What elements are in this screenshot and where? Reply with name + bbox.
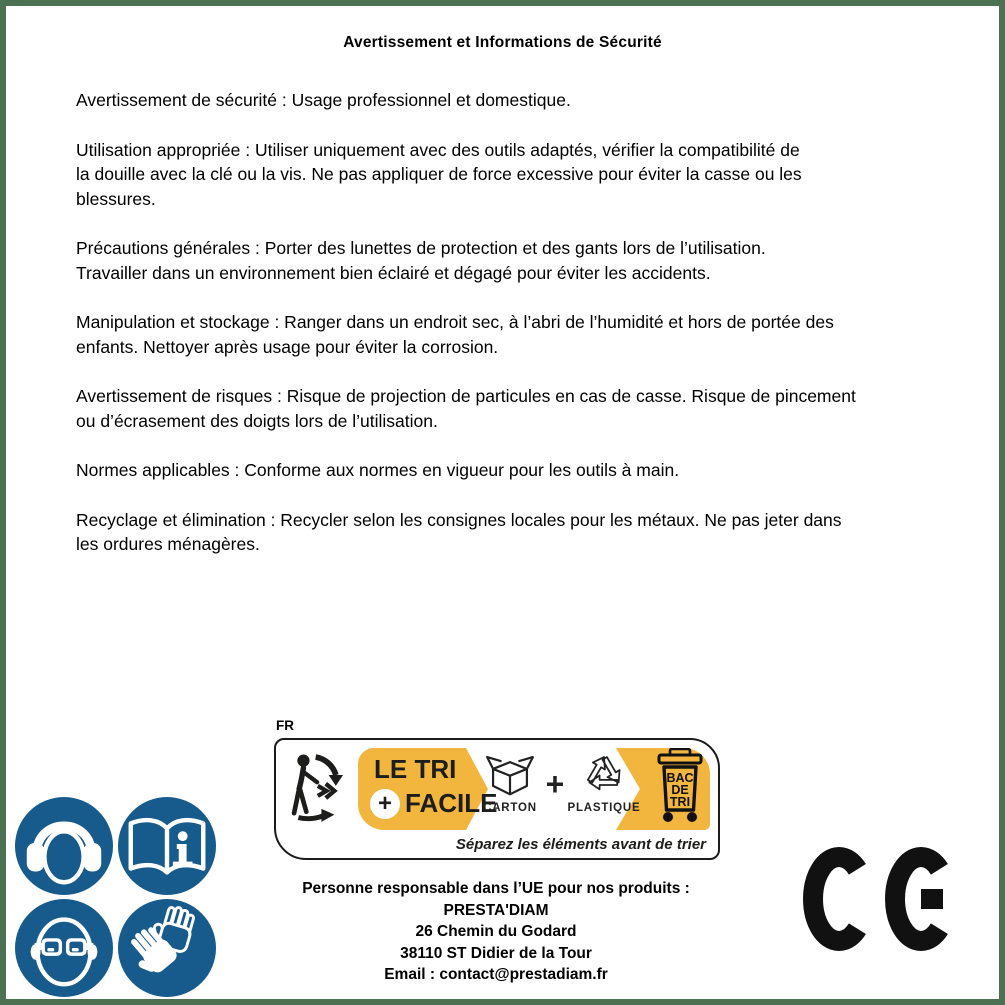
country-code-label: FR <box>276 718 294 733</box>
triman-recycling-label <box>274 738 720 860</box>
svg-text:BAC: BAC <box>666 771 694 785</box>
carton-box-icon <box>481 752 539 796</box>
paragraph-general-precautions: Précautions générales : Porter des lunettes de protection et des gants lors de l’utilisation. Travailler dans un environnement bien éclairé et dégagé pour éviter les accidents. <box>76 238 766 283</box>
sorting-bin-icon <box>654 748 706 826</box>
carton-material <box>476 752 544 814</box>
plus-circle: + <box>370 789 400 819</box>
paragraph-recycling: Recyclage et élimination : Recycler selon les consignes locales pour les métaux. Ne pas jeter dans les ordures ménagères. <box>76 509 842 554</box>
svg-text:TRI: TRI <box>669 795 691 809</box>
eye-protection-icon <box>15 899 113 997</box>
company-name: PRESTA'DIAM <box>443 901 549 919</box>
paragraph-appropriate-use: Utilisation appropriée : Utiliser uniquement avec des outils adaptés, vérifier la compatibilité de la douille avec la clé ou la vis. Ne pas appliquer de force excessive pour éviter la casse ou les blessures. <box>76 139 802 209</box>
plastique-label: PLASTIQUE <box>567 802 641 814</box>
responsible-intro: Personne responsable dans l’UE pour nos produits : <box>302 880 690 897</box>
address-street: 26 Chemin du Godard <box>415 923 577 940</box>
plastique-material <box>566 752 642 814</box>
carton-label: CARTON <box>483 802 537 814</box>
protective-gloves-icon <box>118 899 216 997</box>
ear-protection-icon <box>15 797 113 895</box>
plus-separator: + <box>545 766 565 802</box>
eu-responsible-person-block <box>246 878 746 986</box>
address-city: 38110 ST Didier de la Tour <box>400 944 592 962</box>
ce-mark-icon <box>801 846 951 952</box>
svg-text:DE: DE <box>671 783 689 797</box>
read-manual-icon <box>118 797 216 895</box>
separate-elements-note: Séparez les éléments avant de trier <box>455 836 706 853</box>
recycling-triangle-icon <box>581 752 627 796</box>
page-title: Avertissement et Informations de Sécurité <box>343 34 662 51</box>
paragraph-handling-storage: Manipulation et stockage : Ranger dans un endroit sec, à l’abri de l’humidité et hors de portée des enfants. Nettoyer après usage pour éviter la corrosion. <box>76 312 834 357</box>
triman-icon <box>284 746 356 830</box>
mandatory-safety-pictograms <box>15 797 216 997</box>
facile-text: FACILE <box>405 788 498 818</box>
contact-email: Email : contact@prestadiam.fr <box>384 966 608 983</box>
safety-text <box>76 88 856 582</box>
le-tri-text: LE TRI <box>374 754 457 784</box>
paragraph-risk-warning: Avertissement de risques : Risque de projection de particules en cas de casse. Risque de pincement ou d’écrasement des doigts lors de l’utilisation. <box>76 386 856 431</box>
paragraph-applicable-standards: Normes applicables : Conforme aux normes en vigueur pour les outils à main. <box>76 460 680 480</box>
paragraph-safety-warning: Avertissement de sécurité : Usage professionnel et domestique. <box>76 90 571 110</box>
